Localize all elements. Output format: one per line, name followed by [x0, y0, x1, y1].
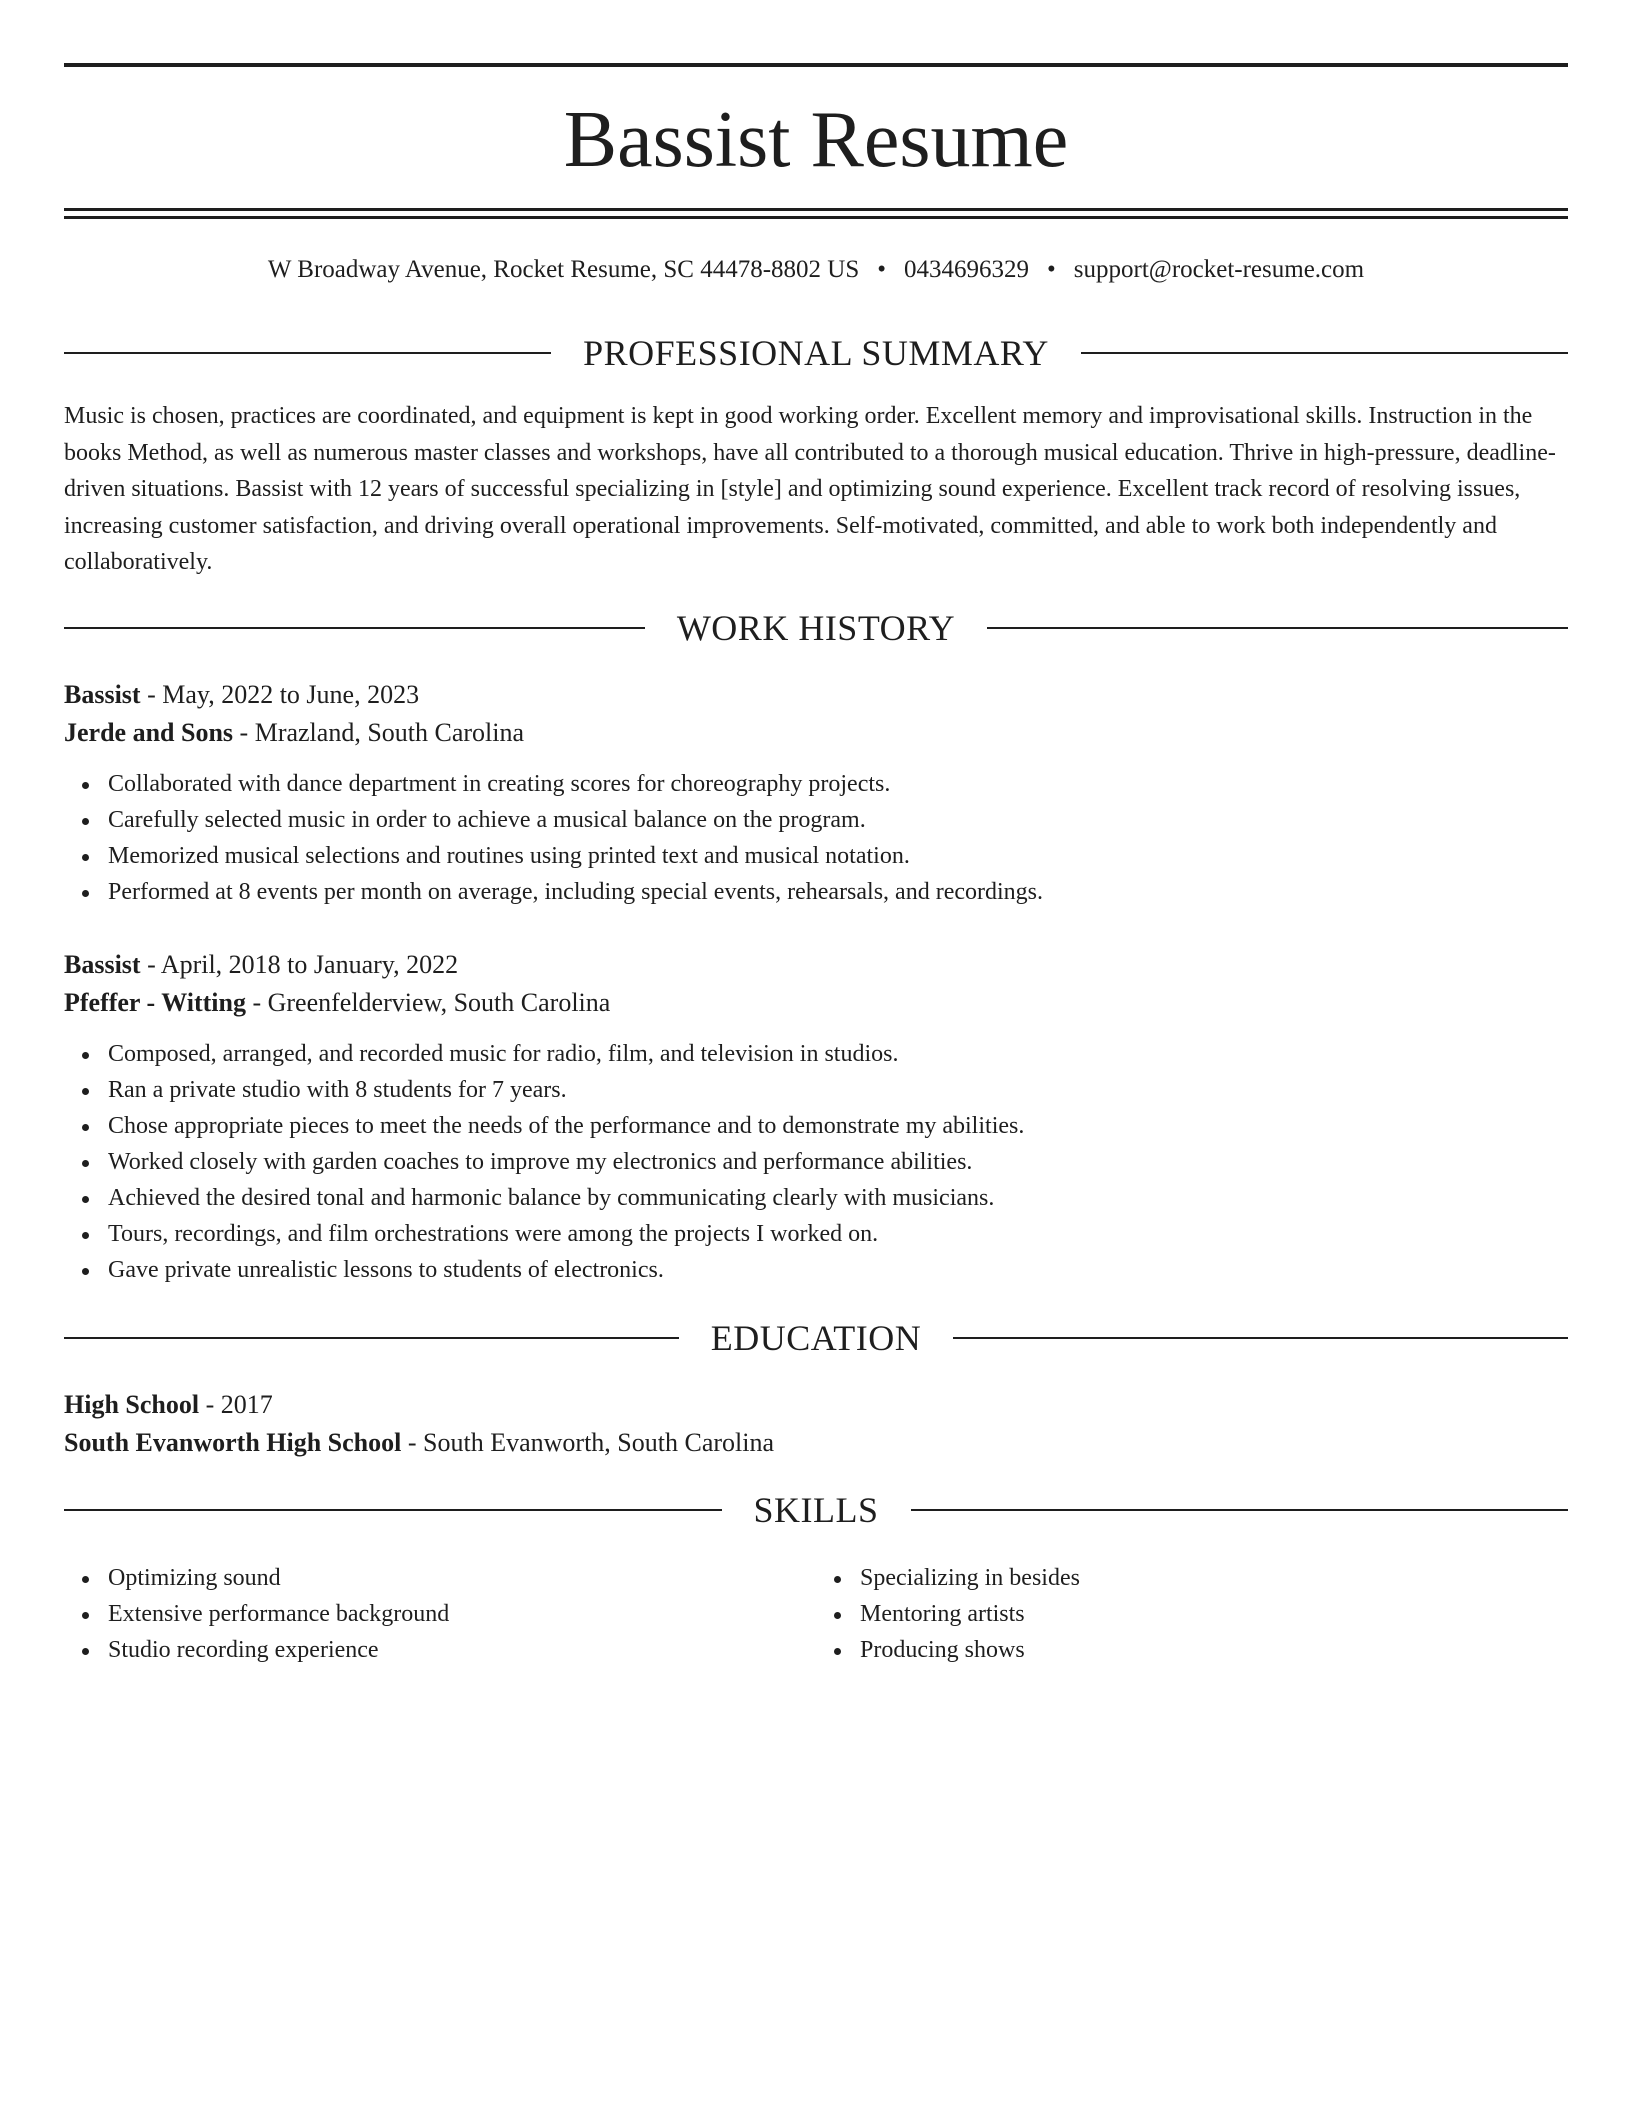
top-divider: [64, 63, 1568, 67]
skill-item: Optimizing sound: [108, 1560, 816, 1596]
job-location: - Greenfelderview, South Carolina: [245, 988, 611, 1017]
list-item: Ran a private studio with 8 students for 7 years.: [108, 1072, 1568, 1108]
section-rule: [1081, 352, 1568, 354]
job-title-line: [64, 676, 1568, 714]
education-degree: High School: [64, 1390, 200, 1419]
skills-section-title: SKILLS: [753, 1490, 879, 1530]
education-school-line: [64, 1424, 1568, 1462]
skills-columns: [64, 1560, 1568, 1668]
education-entry: [64, 1386, 1568, 1462]
list-item: Chose appropriate pieces to meet the needs of the performance and to demonstrate my abilities.: [108, 1108, 1568, 1144]
section-rule: [911, 1509, 1569, 1511]
skill-item: Specializing in besides: [860, 1560, 1568, 1596]
job-bullet-list: [64, 766, 1568, 910]
job-company: Jerde and Sons: [64, 718, 234, 747]
education-section-header: [64, 1316, 1568, 1360]
contact-separator: •: [1047, 256, 1056, 283]
list-item: Gave private unrealistic lessons to students of electronics.: [108, 1252, 1568, 1288]
title-double-divider: [64, 208, 1568, 219]
skill-item: Studio recording experience: [108, 1632, 816, 1668]
skill-item: Mentoring artists: [860, 1596, 1568, 1632]
list-item: Worked closely with garden coaches to improve my electronics and performance abilities.: [108, 1144, 1568, 1180]
job-title-line: [64, 946, 1568, 984]
list-item: Performed at 8 events per month on average, including special events, rehearsals, and recordings.: [108, 874, 1568, 910]
resume-title: Bassist Resume: [563, 96, 1069, 184]
education-section-title: EDUCATION: [710, 1318, 922, 1358]
list-item: Composed, arranged, and recorded music for radio, film, and television in studios.: [108, 1036, 1568, 1072]
work-section-header: [64, 606, 1568, 650]
skill-item: Extensive performance background: [108, 1596, 816, 1632]
section-rule: [987, 627, 1568, 629]
work-section-title: WORK HISTORY: [676, 608, 956, 648]
list-item: Collaborated with dance department in creating scores for choreography projects.: [108, 766, 1568, 802]
skills-list-left: [64, 1560, 816, 1668]
list-item: Memorized musical selections and routines using printed text and musical notation.: [108, 838, 1568, 874]
contact-phone: 0434696329: [904, 256, 1030, 283]
job-company-line: [64, 714, 1568, 752]
education-degree-line: [64, 1386, 1568, 1424]
job-company-line: [64, 984, 1568, 1022]
education-year: - 2017: [199, 1390, 273, 1419]
section-rule: [64, 1337, 679, 1339]
contact-separator: •: [877, 256, 887, 283]
section-rule: [64, 1509, 722, 1511]
skills-list-right: [816, 1560, 1568, 1668]
work-entry: [64, 676, 1568, 910]
summary-text: Music is chosen, practices are coordinated, and equipment is kept in good working order. Excellent memory and improvisational skills. Instruction in the books Method, as well as numerous master classes and workshops, have all contributed to a thorough musical education. Thrive in high-pressure, deadline-driven situations. Bassist with 12 years of successful specializing in [style] and optimizing sound experience. Excellent track record of resolving issues, increasing customer satisfaction, and driving overall operational improvements. Self-motivated, committed, and able to work both independently and collaboratively.: [64, 403, 1556, 575]
summary-section-title: PROFESSIONAL SUMMARY: [583, 333, 1049, 373]
job-dates: - May, 2022 to June, 2023: [140, 680, 420, 709]
section-rule: [953, 1337, 1568, 1339]
list-item: Achieved the desired tonal and harmonic balance by communicating clearly with musicians.: [108, 1180, 1568, 1216]
job-title: Bassist: [64, 680, 141, 709]
contact-line: [64, 253, 1568, 287]
contact-email: support@rocket-resume.com: [1073, 256, 1365, 283]
job-bullet-list: [64, 1036, 1568, 1288]
summary-section-header: [64, 331, 1568, 375]
education-school: South Evanworth High School: [64, 1428, 402, 1457]
list-item: Carefully selected music in order to achieve a musical balance on the program.: [108, 802, 1568, 838]
education-location: - South Evanworth, South Carolina: [401, 1428, 775, 1457]
list-item: Tours, recordings, and film orchestrations were among the projects I worked on.: [108, 1216, 1568, 1252]
contact-address: W Broadway Avenue, Rocket Resume, SC 44478-8802 US: [267, 256, 860, 283]
job-title: Bassist: [64, 950, 141, 979]
job-company: Pfeffer - Witting: [64, 988, 246, 1017]
skill-item: Producing shows: [860, 1632, 1568, 1668]
work-entry: [64, 946, 1568, 1288]
job-location: - Mrazland, South Carolina: [233, 718, 525, 747]
section-rule: [64, 627, 645, 629]
job-dates: - April, 2018 to January, 2022: [140, 950, 459, 979]
skills-section-header: [64, 1488, 1568, 1532]
section-rule: [64, 352, 551, 354]
